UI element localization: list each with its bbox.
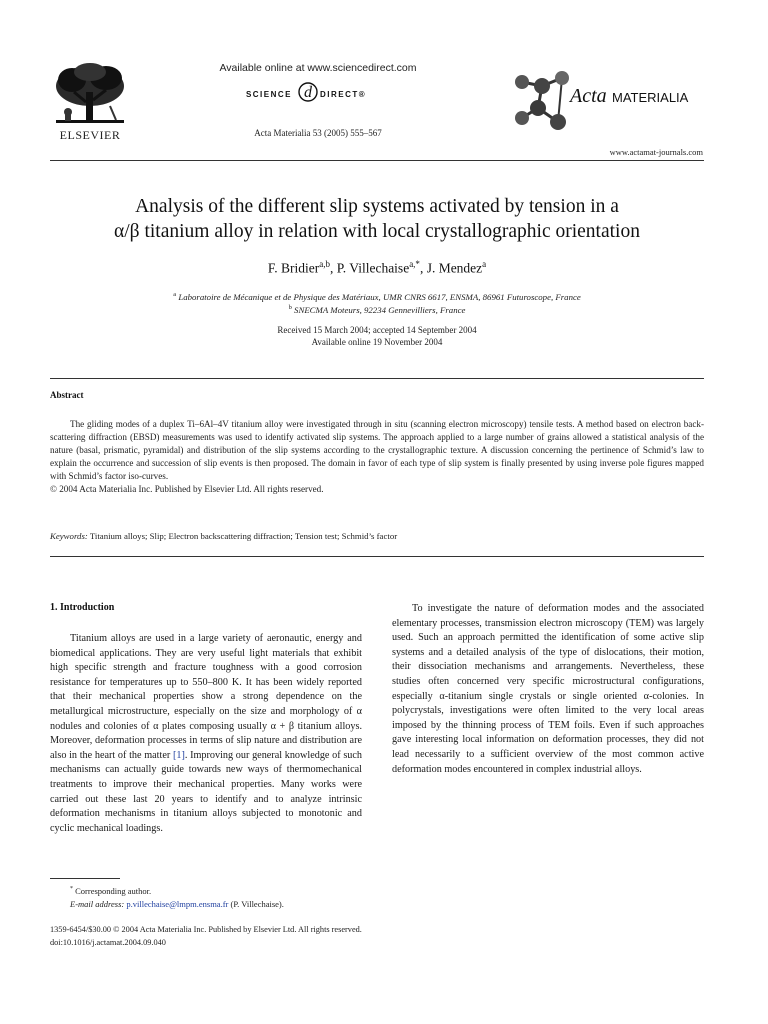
text-column-right — [392, 602, 704, 777]
acta-materialia-logo — [508, 68, 708, 138]
journal-logo-sub: MATERIALIA — [612, 90, 689, 105]
author-name: F. Bridier — [267, 260, 320, 276]
sciencedirect-right: DIRECT® — [320, 90, 367, 99]
footnote — [50, 883, 370, 911]
citation-link[interactable]: [1] — [172, 749, 185, 761]
intro-paragraph-1: Titanium alloys are used in a large variety of aeronautic, energy and biomedical applications. They are very useful light materials that exhibit high specific strength and fracture toughness with a good corrosion resistance for temperatures up to 550–800 K. It has been widely reported that their mechanical properties show a strong dependence on the metallurgical microstructure, especially on the size and morphology of α nodules and colonies of α plates composing usually α + β titanium alloys. Moreover, deformation processes in terms of slip nature and distribution are also in the heart of the matter [1]. Improving our general knowledge of such mechanisms can actually guide towards new ways of thermomechanical treatments to improve their mechanical properties. Many works were carried out these last 20 years to identify and to analyze intrinsic deformation mechanisms in titanium alloys subjected to monotonic and cyclic mechanical loadings. — [50, 633, 362, 834]
title-line-1: Analysis of the different slip systems activated by tension in a — [135, 196, 619, 217]
header-divider — [50, 160, 704, 161]
affiliation-a: $^a$ Laboratoire de Mécanique et de Physique des Matériaux, UMR CNRS 6617, ENSMA, 86961 Futuroscope, France — [173, 291, 581, 302]
email-link[interactable]: p.villechaise@lmpm.ensma.fr — [124, 898, 229, 909]
keywords-list: Titanium alloys; Slip; Electron backscattering diffraction; Tension test; Schmid’s factor — [87, 531, 398, 541]
elsevier-tree-logo — [50, 56, 130, 138]
title-line-2: α/β titanium alloy in relation with local crystallographic orientation — [114, 221, 640, 242]
abstract-body — [50, 418, 704, 496]
author-affiliation-mark: a,* — [409, 259, 420, 269]
sciencedirect-logo — [246, 78, 396, 108]
abstract-heading: Abstract — [50, 390, 84, 400]
author-affiliation-mark: a — [482, 259, 487, 269]
doi-line: doi:10.1016/j.actamat.2004.09.040 — [50, 937, 166, 947]
journal-logo-main: Acta — [570, 85, 607, 107]
available-online-text: Available online at www.sciencedirect.com — [219, 62, 417, 74]
keywords-divider — [50, 556, 704, 557]
intro-paragraph-2: To investigate the nature of deformation modes and the associated elementary processes, transmission electron microscopy (TEM) was largely used. Such an approach permitted the identification of some active slip systems and a detailed analysis of the type of dislocations, their motion, their dissociation mechanisms and arrangements. Nevertheless, these studies often concerned very specific microstructural configurations, especially α-titanium single crystals or single oriented α-colonies. In polycrystals, investigations were often limited to the very local areas imposed by the thinning process of TEM foils. Even if such approaches gave interesting local information on deformation processes, they did not lead necessarily to a sufficient overview of the most common active deformation modes encountered in complex industrial alloys. — [392, 603, 704, 775]
sciencedirect-mark: d — [304, 84, 312, 101]
sciencedirect-left: SCIENCE — [246, 90, 292, 99]
author-name: P. Villechaise — [336, 260, 410, 276]
author-name: J. Mendez — [426, 260, 483, 276]
abstract-copyright: © 2004 Acta Materialia Inc. Published by Elsevier Ltd. All rights reserved. — [50, 484, 324, 494]
received-date: Received 15 March 2004; accepted 14 September 2004 — [277, 325, 477, 335]
section-heading-introduction: 1. Introduction — [50, 602, 115, 613]
journal-website[interactable]: www.actamat-journals.com — [609, 147, 703, 157]
footnote-divider — [50, 878, 120, 879]
article-title — [50, 194, 704, 244]
affiliation-b: $^b$ SNECMA Moteurs, 92234 Gennevilliers, France — [288, 304, 466, 315]
publisher-name: ELSEVIER — [59, 128, 121, 142]
corresponding-author-note: * Corresponding author. — [70, 885, 152, 896]
keywords — [50, 531, 704, 541]
molecule-icon — [515, 71, 569, 130]
abstract-text: The gliding modes of a duplex Ti–6Al–4V titanium alloy were investigated through in situ (scanning electron microscopy) tensile tests. A method based on electron back-scattering diffraction (EBSD) measurements was used to identify activated slip systems. The approach applied to a large number of grains allowed a statistical analysis of the nature (basal, prismatic, pyramidal) and distribution of the slip systems according to the crystallographic texture. A discussion concerning the pertinence of Schmid’s law to explain the occurrence and succession of slip events is then proposed. The domain in favor of each type of slip system is finally presented by using inverse pole figures mapped with Schmid’s factor iso-curves. — [50, 419, 704, 481]
abstract-divider — [50, 378, 704, 379]
text-column-left — [50, 632, 362, 836]
author-affiliation-mark: a,b — [319, 259, 330, 269]
author-list: F. Bridier$^{a,b}$, P. Villechaise$^{a,*}$, J. Mendez$^a$ — [267, 259, 487, 276]
keywords-label: Keywords: — [50, 531, 88, 541]
email-line: E-mail address: p.villechaise@lmpm.ensma.fr (P. Villechaise). — [70, 898, 284, 909]
issn-footer — [50, 924, 550, 949]
online-date: Available online 19 November 2004 — [311, 337, 443, 347]
issn-line: 1359-6454/$30.00 © 2004 Acta Materialia Inc. Published by Elsevier Ltd. All rights reserved. — [50, 925, 362, 934]
journal-reference: Acta Materialia 53 (2005) 555–567 — [254, 128, 382, 138]
